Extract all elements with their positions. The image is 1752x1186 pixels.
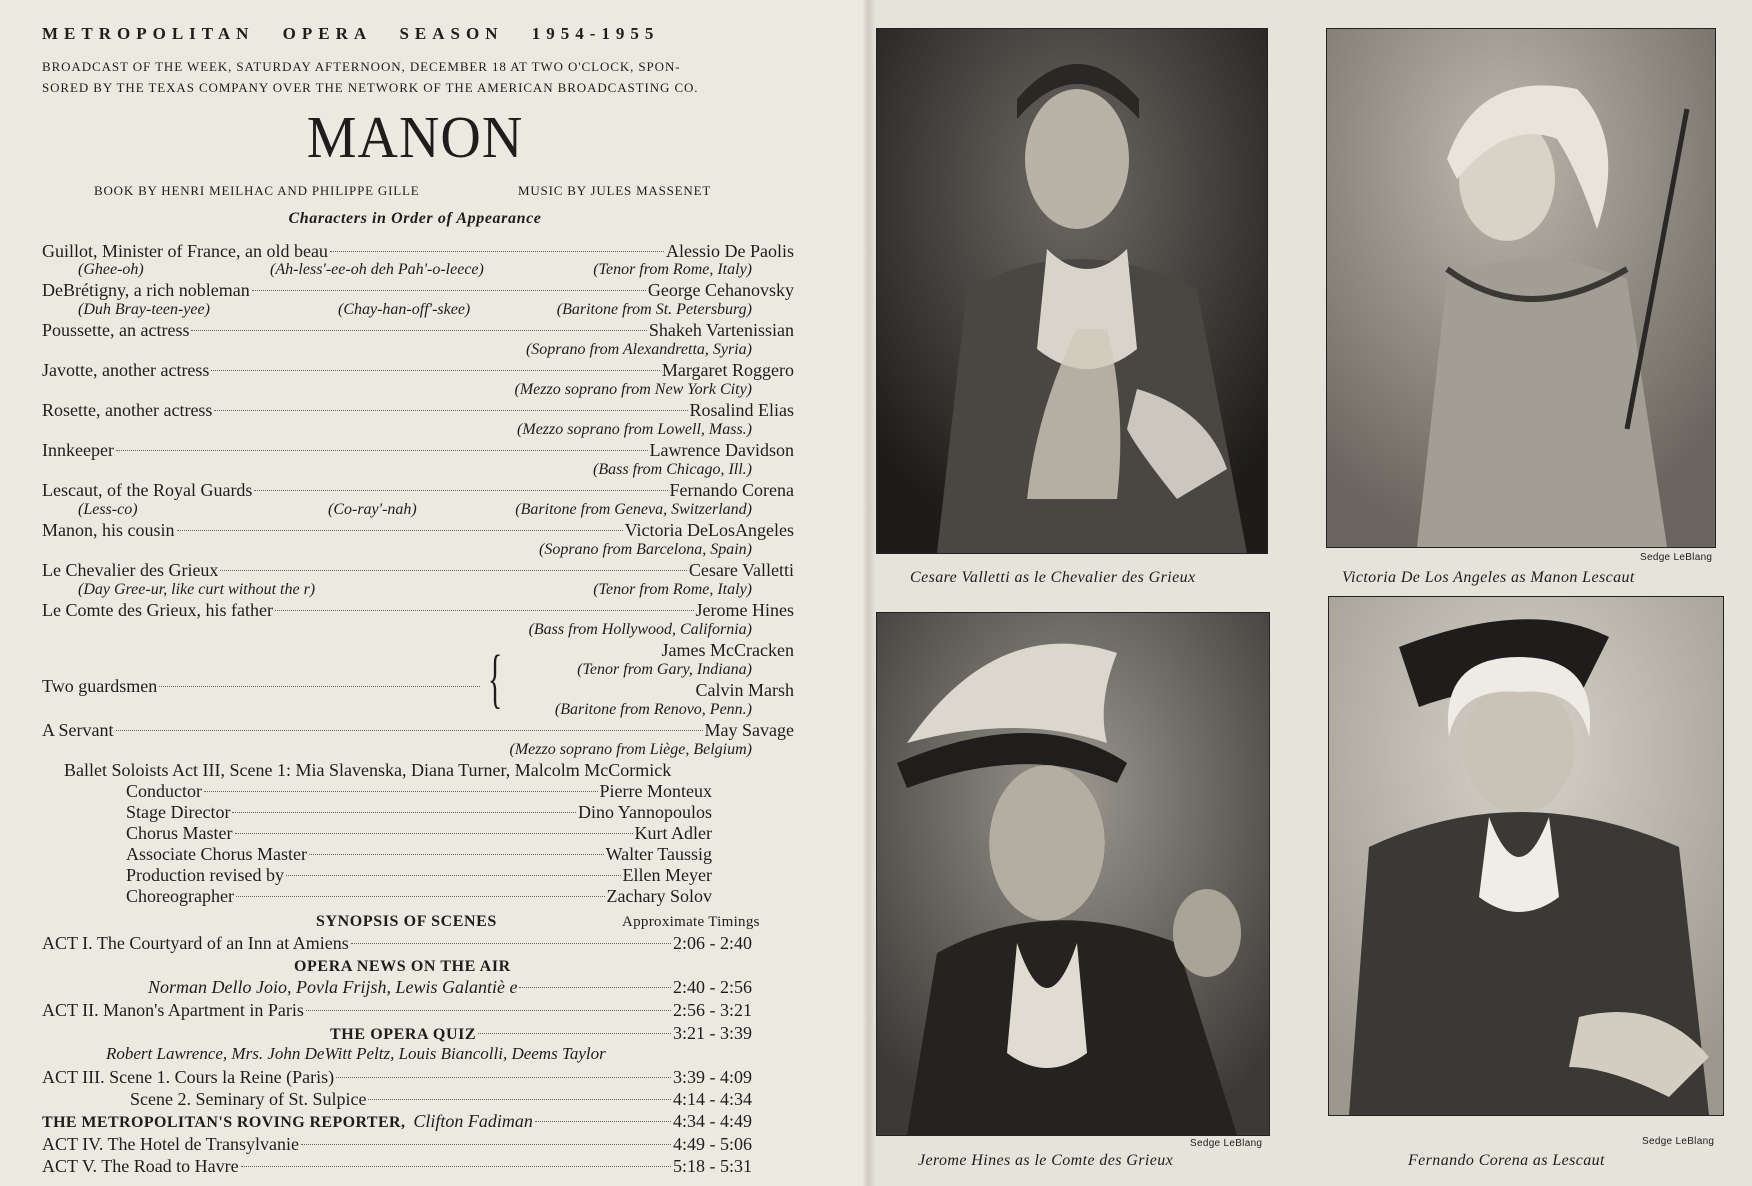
guardsmen-role: Two guardsmen	[42, 675, 482, 697]
dot-leader	[252, 290, 646, 291]
opera-quiz-row: THE OPERA QUIZ 3:21 - 3:39	[330, 1023, 752, 1043]
synopsis-act4: ACT IV. The Hotel de Transylvanie 4:49 - 5:06	[42, 1134, 752, 1154]
synopsis-act5: ACT V. The Road to Havre 5:18 - 5:31	[42, 1156, 752, 1176]
book-credit: BOOK BY HENRI MEILHAC AND PHILIPPE GILLE	[94, 183, 420, 198]
caption-victoria-de-los-angeles: Victoria De Los Angeles as Manon Lescaut	[1342, 569, 1635, 586]
cast-row: Le Chevalier des Grieux Cesare Valletti	[42, 560, 794, 580]
dot-leader	[275, 610, 694, 611]
cast-row: Lescaut, of the Royal Guards Fernando Corena	[42, 480, 794, 500]
opera-quiz-panel: Robert Lawrence, Mrs. John DeWitt Peltz, Louis Biancolli, Deems Taylor	[106, 1044, 606, 1063]
portrait-image	[877, 29, 1267, 553]
cast-row-servant: A Servant May Savage	[42, 720, 794, 740]
dot-leader	[309, 854, 604, 855]
opera-title: MANON	[306, 105, 524, 171]
cast-row: DeBrétigny, a rich nobleman George Cehanovsky	[42, 280, 794, 300]
staff-row: Conductor Pierre Monteux	[126, 781, 712, 801]
timings-heading: Approximate Timings	[622, 914, 760, 930]
guardsman-2-row: Calvin Marsh	[695, 680, 794, 700]
dot-leader	[235, 833, 633, 834]
guardsman-1-row: James McCracken	[661, 640, 794, 660]
dot-leader	[286, 875, 621, 876]
roving-reporter-row: THE METROPOLITAN'S ROVING REPORTER, Clifton Fadiman 4:34 - 4:49	[42, 1111, 752, 1131]
dot-leader	[368, 1099, 671, 1100]
photo-credit: Sedge LeBlang	[1190, 1138, 1263, 1149]
dot-leader	[351, 943, 671, 944]
dot-leader	[159, 686, 480, 687]
photo-cesare-valletti	[876, 28, 1268, 554]
photo-victoria-de-los-angeles	[1326, 28, 1716, 548]
ballet-soloists: Ballet Soloists Act III, Scene 1: Mia Slavenska, Diana Turner, Malcolm McCormick	[64, 760, 672, 780]
dot-leader	[301, 1144, 671, 1145]
dot-leader	[211, 370, 659, 371]
dot-leader	[306, 1010, 671, 1011]
cast-row: Poussette, an actress Shakeh Vartenissian	[42, 320, 794, 340]
synopsis-act2: ACT II. Manon's Apartment in Paris 2:56 - 3:21	[42, 1000, 752, 1020]
synopsis-act1: ACT I. The Courtyard of an Inn at Amiens 2:06 - 2:40	[42, 933, 752, 953]
dot-leader	[191, 330, 646, 331]
staff-row: Choreographer Zachary Solov	[126, 886, 712, 906]
dot-leader	[220, 570, 686, 571]
photo-credit: Sedge LeBlang	[1642, 1136, 1715, 1147]
guardsmen-brace: {	[488, 642, 503, 715]
portrait-image	[1329, 597, 1723, 1115]
dot-leader	[236, 896, 605, 897]
synopsis-heading: SYNOPSIS OF SCENES	[316, 913, 497, 930]
cast-row: Innkeeper Lawrence Davidson	[42, 440, 794, 460]
cast-row: Guillot, Minister of France, an old beau Alessio De Paolis	[42, 241, 794, 261]
photo-jerome-hines	[876, 612, 1270, 1136]
opera-news-row: Norman Dello Joio, Povla Frijsh, Lewis Galantiè e 2:40 - 2:56	[148, 977, 752, 997]
staff-row: Stage Director Dino Yannopoulos	[126, 802, 712, 822]
dot-leader	[204, 791, 598, 792]
dot-leader	[519, 987, 671, 988]
dot-leader	[177, 530, 623, 531]
photo-credit: Sedge LeBlang	[1640, 552, 1713, 563]
staff-row: Production revised by Ellen Meyer	[126, 865, 712, 885]
dot-leader	[478, 1033, 671, 1034]
binding-gutter	[862, 0, 876, 1186]
season-header: METROPOLITAN OPERA SEASON 1954-1955	[42, 24, 660, 43]
dot-leader	[214, 410, 687, 411]
staff-row: Associate Chorus Master Walter Taussig	[126, 844, 712, 864]
synopsis-act3-scene2: Scene 2. Seminary of St. Sulpice 4:14 - 4:34	[130, 1089, 752, 1109]
dot-leader	[254, 490, 667, 491]
cast-row: Le Comte des Grieux, his father Jerome Hines	[42, 600, 794, 620]
dot-leader	[535, 1121, 671, 1122]
dot-leader	[336, 1077, 671, 1078]
dot-leader	[330, 251, 664, 252]
broadcast-notice: BROADCAST OF THE WEEK, SATURDAY AFTERNOON, DECEMBER 18 AT TWO O'CLOCK, SPON- SORED BY THE TEXAS COMPANY OVER THE NETWORK OF THE AMERICAN BROADCASTING CO.	[42, 59, 699, 95]
dot-leader	[116, 730, 703, 731]
caption-fernando-corena: Fernando Corena as Lescaut	[1408, 1152, 1605, 1169]
portrait-image	[877, 613, 1269, 1135]
portrait-image	[1327, 29, 1715, 547]
cast-row: Javotte, another actress Margaret Roggero	[42, 360, 794, 380]
characters-heading: Characters in Order of Appearance	[288, 210, 542, 227]
staff-row: Chorus Master Kurt Adler	[126, 823, 712, 843]
dot-leader	[241, 1166, 671, 1167]
dot-leader	[116, 450, 648, 451]
photo-fernando-corena	[1328, 596, 1724, 1116]
synopsis-act3-scene1: ACT III. Scene 1. Cours la Reine (Paris) 3:39 - 4:09	[42, 1067, 752, 1087]
dot-leader	[232, 812, 576, 813]
cast-row: Rosette, another actress Rosalind Elias	[42, 400, 794, 420]
opera-news-heading: OPERA NEWS ON THE AIR	[294, 958, 511, 975]
music-credit: MUSIC BY JULES MASSENET	[518, 183, 712, 198]
caption-jerome-hines: Jerome Hines as le Comte des Grieux	[918, 1152, 1174, 1169]
caption-cesare-valletti: Cesare Valletti as le Chevalier des Grieux	[910, 569, 1196, 586]
cast-row: Manon, his cousin Victoria DeLosAngeles	[42, 520, 794, 540]
